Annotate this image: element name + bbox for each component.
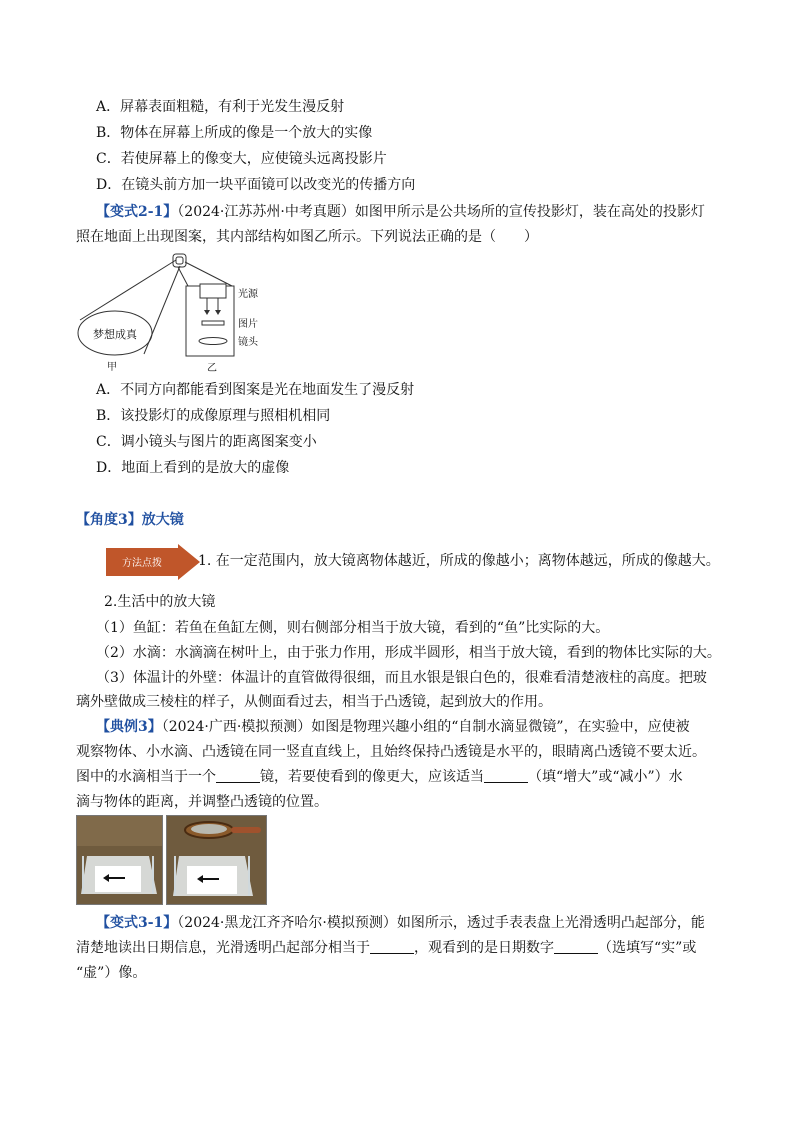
answer-blank-3[interactable]: [370, 939, 414, 954]
badge-label: 方法点拨: [122, 558, 162, 569]
method-point-1: 1. 在一定范围内，放大镜离物体越近，所成的像越小；离物体越远，所成的像越大。: [198, 553, 720, 569]
example-3-line2: 观察物体、小水滴、凸透镜在同一竖直直线上，且始终保持凸透镜是水平的，眼睛离凸透镜不要太近。: [76, 744, 706, 760]
lens-ellipse: [199, 338, 227, 345]
answer-blank-1[interactable]: [216, 768, 260, 783]
option-a: A．屏幕表面粗糙，有利于光发生漫反射: [96, 99, 345, 115]
magnifier-item-2: （2）水滴：水滴滴在树叶上，由于张力作用，形成半圆形，相当于放大镜，看到的物体比实际的大。: [96, 645, 721, 661]
variant-3-1-line1: 【变式3-1】（2024·黑龙江齐齐哈尔·模拟预测）如图所示，透过手表表盘上光滑透明凸起部分，能: [96, 915, 705, 931]
example-3-line3: 图中的水滴相当于一个 镜，若要使看到的像更大，应该适当 （填“增大”或“减小”）水: [76, 769, 683, 785]
option-b: B．物体在屏幕上所成的像是一个放大的实像: [96, 125, 373, 141]
magnifier-item-1: （1）鱼缸：若鱼在鱼缸左侧，则右侧部分相当于放大镜，看到的“鱼”比实际的大。: [96, 620, 610, 636]
label-jia: 甲: [107, 362, 117, 373]
v21-option-d: D．地面上看到的是放大的虚像: [96, 460, 290, 476]
example-3-line1: 【典例3】（2024·广西·模拟预测）如图是物理兴趣小组的“自制水滴显微镜”，在实验中，应使被: [96, 719, 690, 735]
example-tag: 【典例3】: [96, 719, 162, 735]
label-yi: 乙: [207, 363, 217, 374]
magnifier-item-3-cont: 璃外壁做成三棱柱的样子，从侧面看过去，相当于凸透镜，起到放大的作用。: [76, 694, 552, 710]
photo-right: [166, 815, 267, 905]
projector-figure: [72, 250, 302, 376]
section-title: 【角度3】放大镜: [76, 512, 184, 528]
variant-2-1-line1: 【变式2-1】（2024·江苏苏州·中考真题）如图甲所示是公共场所的宣传投影灯，装在高处的投影灯: [96, 204, 705, 220]
label-slide: 图片: [238, 319, 258, 330]
v21-option-b: B．该投影灯的成像原理与照相机相同: [96, 408, 331, 424]
variant-3-1-line2: 清楚地读出日期信息，光滑透明凸起部分相当于 ，观看到的是日期数字 （选填写“实”或: [76, 940, 697, 956]
variant-tag: 【变式2-1】: [96, 204, 178, 220]
light-source-rect: [200, 284, 226, 298]
label-lens: 镜头: [238, 337, 258, 348]
variant-2-1-line2: 照在地面上出现图案，其内部结构如图乙所示。下列说法正确的是（ ）: [76, 229, 538, 245]
slide-rect: [202, 321, 224, 325]
circle-text: 梦想成真: [93, 328, 137, 341]
option-c: C．若使屏幕上的像变大，应使镜头远离投影片: [96, 151, 387, 167]
variant-tag: 【变式3-1】: [96, 915, 178, 931]
answer-blank-2[interactable]: [484, 768, 528, 783]
method-badge: [106, 544, 202, 580]
label-light: 光源: [238, 289, 258, 300]
answer-blank-4[interactable]: [554, 939, 598, 954]
magnifier-item-3: （3）体温计的外壁：体温计的直管做得很细，而且水银是银白色的，很难看清楚液柱的高度。把玻: [96, 670, 707, 686]
example-3-line4: 滴与物体的距离，并调整凸透镜的位置。: [76, 794, 328, 810]
option-d: D．在镜头前方加一块平面镜可以改变光的传播方向: [96, 177, 416, 193]
photo-left: [76, 815, 163, 905]
variant-3-1-line3: “虚”）像。: [76, 965, 147, 981]
v21-option-a: A．不同方向都能看到图案是光在地面发生了漫反射: [96, 382, 415, 398]
v21-option-c: C．调小镜头与图片的距离图案变小: [96, 434, 317, 450]
method-point-2: 2.生活中的放大镜: [104, 594, 216, 610]
